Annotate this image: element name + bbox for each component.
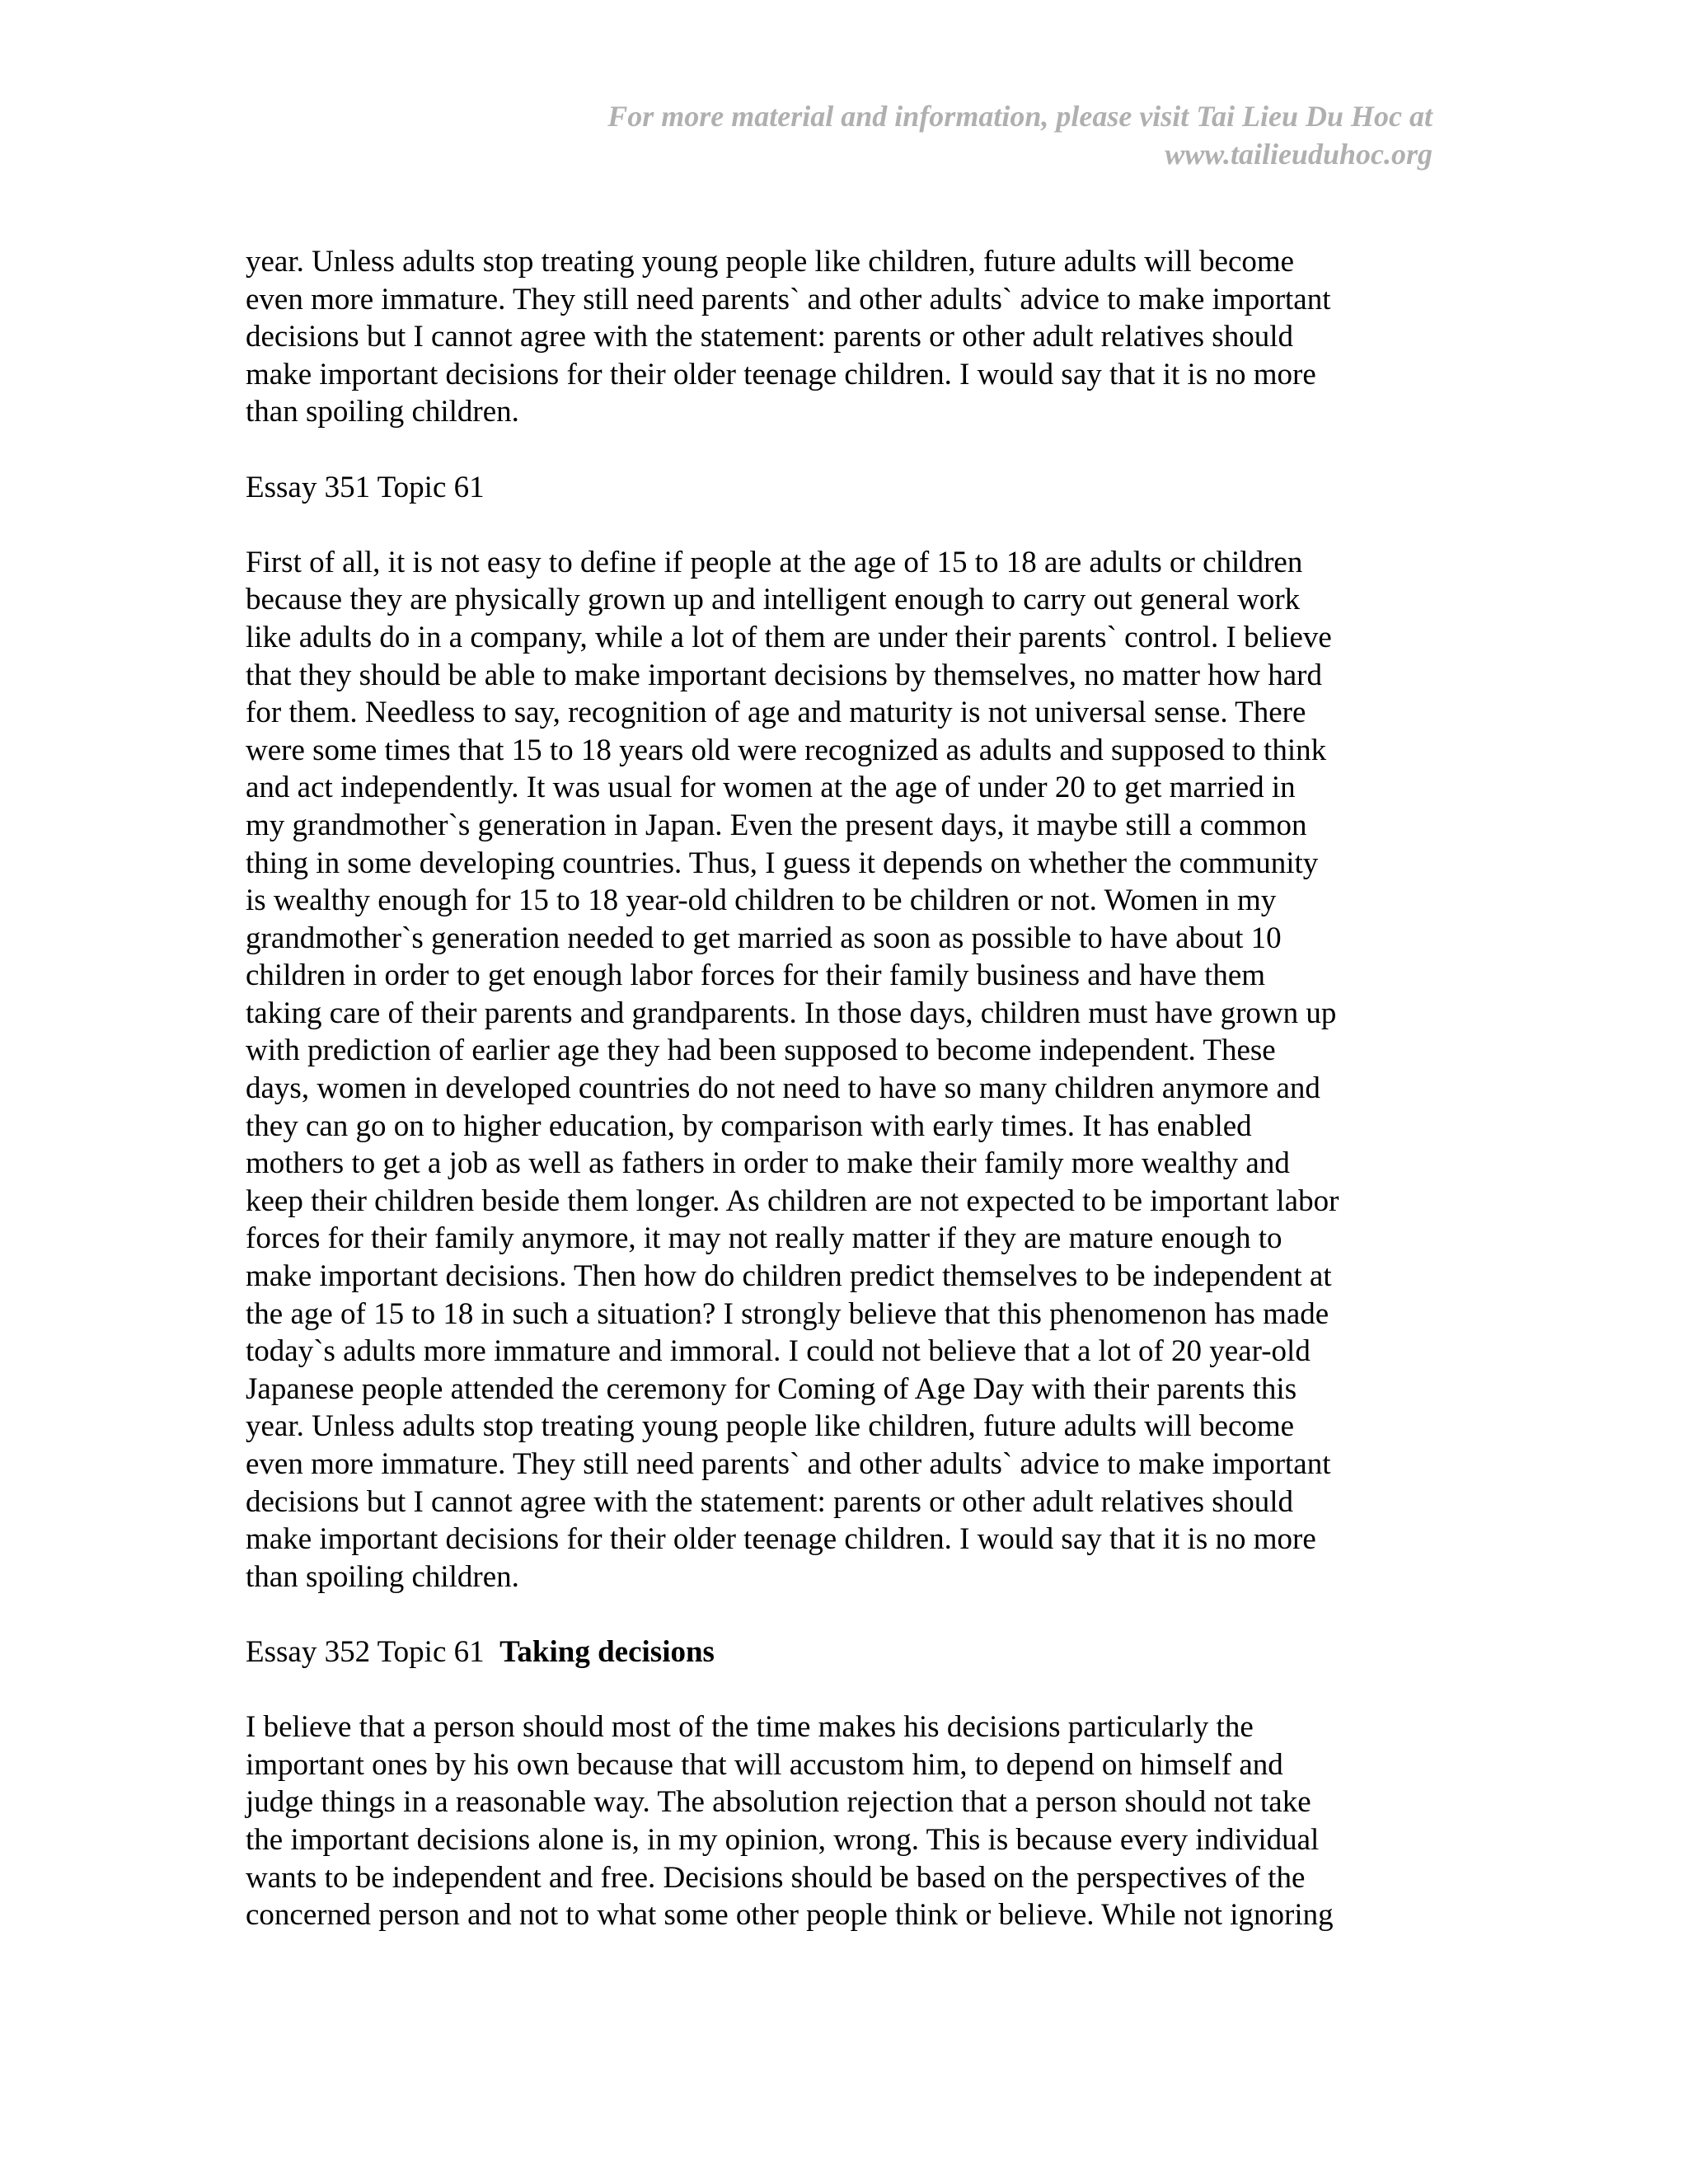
text-line: and act independently. It was usual for women at the age of under 20 to get married in bbox=[246, 771, 1296, 805]
text-line: mothers to get a job as well as fathers in order to make their family more wealthy and bbox=[246, 1146, 1290, 1181]
text-line: I believe that a person should most of the time makes his decisions particularly the bbox=[246, 1710, 1254, 1745]
text-line: forces for their family anymore, it may not really matter if they are mature enough to bbox=[246, 1221, 1282, 1256]
text-line: like adults do in a company, while a lot of them are under their parents` control. I believe bbox=[246, 620, 1332, 654]
text-line: concerned person and not to what some other people think or believe. While not ignoring bbox=[246, 1898, 1334, 1933]
text-line: keep their children beside them longer. As children are not expected to be important labor bbox=[246, 1183, 1339, 1218]
text-line: the important decisions alone is, in my opinion, wrong. This is because every individual bbox=[246, 1822, 1320, 1857]
text-line: children in order to get enough labor forces for their family business and have them bbox=[246, 958, 1266, 993]
text-line: Japanese people attended the ceremony for Coming of Age Day with their parents this bbox=[246, 1371, 1297, 1406]
header-line-1: For more material and information, please visit Tai Lieu Du Hoc at bbox=[607, 100, 1432, 133]
text-line: days, women in developed countries do not need to have so many children anymore and bbox=[246, 1071, 1320, 1106]
essay-351-heading: Essay 351 Topic 61 bbox=[246, 470, 485, 504]
essay-352-title: Taking decisions bbox=[499, 1634, 715, 1669]
text-line: make important decisions for their older teenage children. I would say that it is no more bbox=[246, 1522, 1316, 1557]
text-line: make important decisions for their older teenage children. I would say that it is no more bbox=[246, 357, 1316, 391]
text-line: important ones by his own because that will accustom him, to depend on himself and bbox=[246, 1747, 1283, 1782]
text-line: even more immature. They still need parents` and other adults` advice to make important bbox=[246, 282, 1331, 316]
essay-352-label: Essay 352 Topic 61 bbox=[246, 1634, 485, 1669]
text-line: with prediction of earlier age they had been supposed to become independent. These bbox=[246, 1033, 1276, 1068]
text-line: thing in some developing countries. Thus, I guess it depends on whether the community bbox=[246, 846, 1319, 880]
text-line: year. Unless adults stop treating young people like children, future adults will become bbox=[246, 1409, 1295, 1444]
text-line: grandmother`s generation needed to get married as soon as possible to have about 10 bbox=[246, 921, 1282, 955]
text-line: the age of 15 to 18 in such a situation? I strongly believe that this phenomenon has made bbox=[246, 1296, 1329, 1331]
text-line: they can go on to higher education, by comparison with early times. It has enabled bbox=[246, 1108, 1252, 1143]
page-header bbox=[361, 97, 1432, 173]
text-line: today`s adults more immature and immoral. I could not believe that a lot of 20 year-old bbox=[246, 1334, 1311, 1369]
essay-352-heading bbox=[246, 1633, 1449, 1671]
text-line: even more immature. They still need parents` and other adults` advice to make important bbox=[246, 1447, 1331, 1481]
text-line: wants to be independent and free. Decisions should be based on the perspectives of the bbox=[246, 1860, 1306, 1895]
text-line: taking care of their parents and grandparents. In those days, children must have grown up bbox=[246, 996, 1337, 1030]
text-line: for them. Needless to say, recognition of age and maturity is not universal sense. There bbox=[246, 696, 1306, 730]
text-line: judge things in a reasonable way. The absolution rejection that a person should not take bbox=[246, 1785, 1311, 1820]
text-line: than spoiling children. bbox=[246, 395, 519, 429]
text-line: decisions but I cannot agree with the statement: parents or other adult relatives should bbox=[246, 320, 1293, 354]
document-body bbox=[246, 243, 1449, 1934]
essay-351-body bbox=[246, 544, 1449, 1596]
text-line: year. Unless adults stop treating young people like children, future adults will become bbox=[246, 245, 1295, 279]
text-line: make important decisions. Then how do children predict themselves to be independent at bbox=[246, 1259, 1332, 1294]
text-line: than spoiling children. bbox=[246, 1559, 519, 1594]
paragraph-continuation bbox=[246, 243, 1449, 431]
text-line: First of all, it is not easy to define if people at the age of 15 to 18 are adults or children bbox=[246, 545, 1303, 579]
text-line: because they are physically grown up and intelligent enough to carry out general work bbox=[246, 583, 1301, 617]
text-line: is wealthy enough for 15 to 18 year-old children to be children or not. Women in my bbox=[246, 883, 1277, 918]
text-line: my grandmother`s generation in Japan. Even the present days, it maybe still a common bbox=[246, 808, 1307, 842]
text-line: decisions but I cannot agree with the statement: parents or other adult relatives should bbox=[246, 1484, 1293, 1519]
header-line-2: www.tailieuduhoc.org bbox=[1165, 138, 1432, 171]
essay-352-body bbox=[246, 1708, 1449, 1934]
text-line: that they should be able to make important decisions by themselves, no matter how hard bbox=[246, 658, 1323, 692]
text-line: were some times that 15 to 18 years old were recognized as adults and supposed to think bbox=[246, 733, 1327, 767]
